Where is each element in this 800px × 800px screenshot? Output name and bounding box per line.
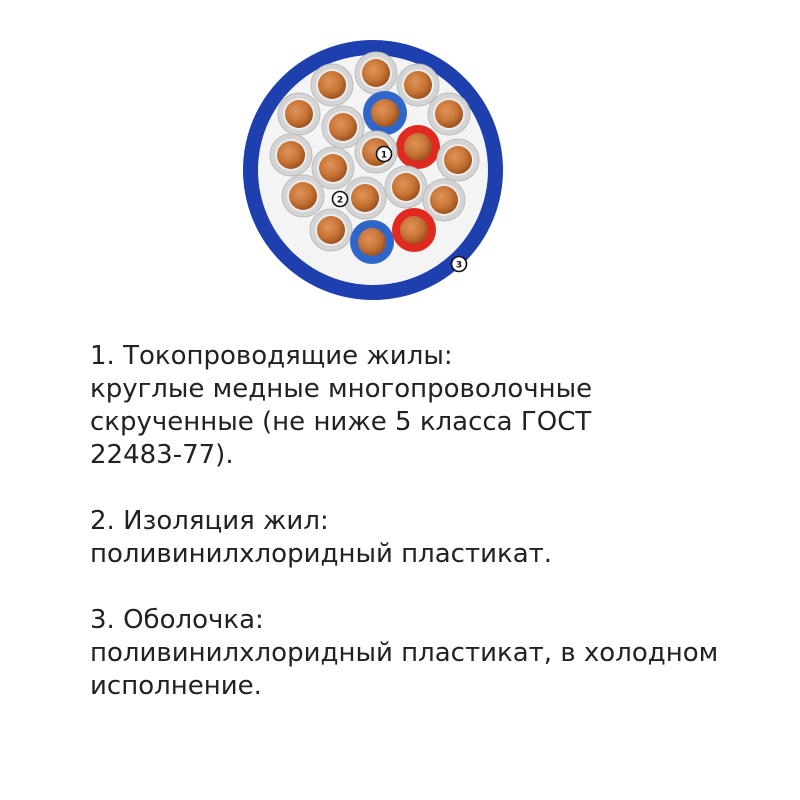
copper-conductor	[319, 154, 347, 182]
copper-conductor	[444, 146, 472, 174]
callout-number: 1	[380, 150, 388, 161]
legend-line: круглые медные многопроволочные	[90, 374, 593, 404]
legend-line: скрученные (не ниже 5 класса ГОСТ	[90, 407, 592, 437]
core	[310, 209, 352, 251]
legend-item-sheath	[90, 604, 780, 703]
core-blue	[363, 91, 407, 135]
copper-conductor	[362, 59, 390, 87]
core	[344, 177, 386, 219]
core-blue	[350, 220, 394, 264]
callout-1	[377, 147, 392, 162]
copper-conductor	[289, 182, 317, 210]
callout-number: 3	[455, 260, 463, 271]
copper-conductor	[351, 184, 379, 212]
copper-conductor	[404, 133, 432, 161]
legend	[90, 340, 780, 736]
copper-conductor	[277, 141, 305, 169]
copper-conductor	[404, 71, 432, 99]
copper-conductor	[329, 113, 357, 141]
core	[270, 134, 312, 176]
legend-line: поливинилхлоридный пластикат, в холодном	[90, 638, 719, 668]
core	[385, 166, 427, 208]
core-red	[392, 208, 436, 252]
copper-conductor	[371, 99, 399, 127]
callout-number: 2	[336, 195, 344, 206]
legend-line: 22483-77).	[90, 440, 234, 470]
copper-conductor	[317, 216, 345, 244]
core	[437, 139, 479, 181]
copper-conductor	[430, 186, 458, 214]
legend-item-conductors	[90, 340, 780, 472]
copper-conductor	[435, 100, 463, 128]
core	[355, 52, 397, 94]
legend-item-insulation	[90, 505, 780, 571]
copper-conductor	[318, 71, 346, 99]
cable-cross-section-diagram	[0, 0, 800, 300]
callout-3	[452, 257, 467, 272]
copper-conductor	[285, 100, 313, 128]
callout-2	[333, 192, 348, 207]
core	[278, 93, 320, 135]
core	[311, 64, 353, 106]
legend-line: исполнение.	[90, 671, 262, 701]
legend-heading: 1. Токопроводящие жилы:	[90, 341, 453, 371]
core-red	[396, 125, 440, 169]
core	[397, 64, 439, 106]
copper-conductor	[392, 173, 420, 201]
copper-conductor	[400, 216, 428, 244]
core	[428, 93, 470, 135]
legend-line: поливинилхлоридный пластикат.	[90, 539, 553, 569]
legend-heading: 3. Оболочка:	[90, 605, 264, 635]
legend-heading: 2. Изоляция жил:	[90, 506, 329, 536]
copper-conductor	[358, 228, 386, 256]
core	[282, 175, 324, 217]
